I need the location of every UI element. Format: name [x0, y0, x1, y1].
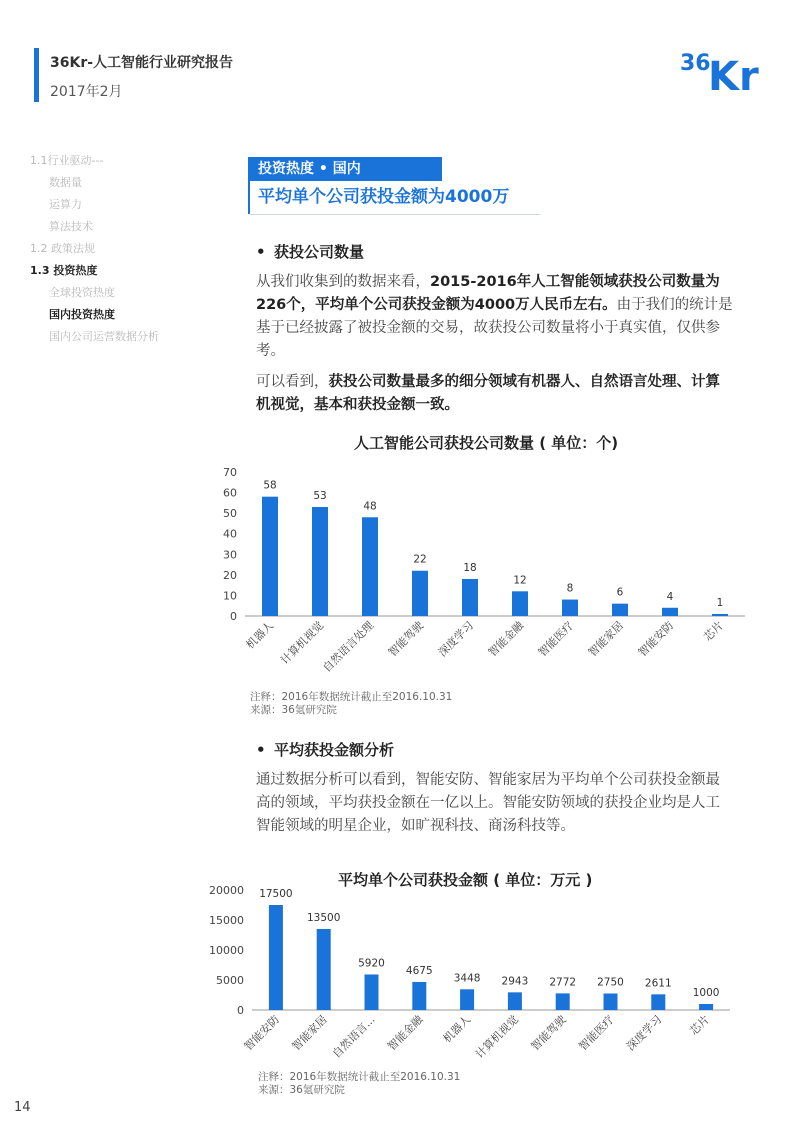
- category-label: 计算机视觉: [472, 1012, 522, 1062]
- data-label: 13500: [306, 912, 341, 924]
- y-tick-label: 20: [223, 568, 237, 582]
- chart1-title: 人工智能公司获投公司数量 ( 单位：个): [354, 434, 619, 452]
- y-tick-label: 20000: [209, 884, 244, 897]
- category-label: 智能驾驶: [528, 1012, 569, 1054]
- bar: [460, 989, 474, 1010]
- bar: [362, 517, 378, 616]
- bar: [699, 1004, 713, 1010]
- bullet-average-funding: [256, 739, 394, 760]
- headline-divider: [250, 214, 540, 215]
- section-headline: 平均单个公司获投金额为4000万: [248, 181, 509, 214]
- data-label: 2943: [501, 975, 529, 988]
- bullet-dot: •: [256, 243, 266, 261]
- para-text: 从我们收集到的数据来看，: [256, 274, 430, 290]
- y-tick-label: 40: [223, 527, 237, 541]
- y-tick-label: 70: [223, 466, 237, 479]
- bar: [412, 982, 426, 1010]
- toc-item[interactable]: 算法技术: [49, 220, 93, 233]
- category-label: 芯片: [701, 618, 727, 644]
- bar: [556, 993, 570, 1010]
- chart2-source: 来源：36氪研究院: [258, 1084, 345, 1096]
- bar: [269, 905, 283, 1010]
- category-label: 智能安防: [241, 1012, 283, 1054]
- bar: [662, 608, 678, 616]
- y-tick-label: 60: [223, 486, 237, 500]
- data-label: 1: [716, 596, 724, 609]
- y-tick-label: 10: [223, 589, 237, 603]
- category-label: 自然语言...: [329, 1012, 378, 1061]
- header-accent-bar: [34, 48, 39, 102]
- y-tick-label: 10000: [209, 944, 244, 957]
- category-label: 智能医疗: [576, 1012, 617, 1054]
- chart2-note: 注释：2016年数据统计截止至2016.10.31: [258, 1071, 461, 1083]
- paragraph-top-segments: [256, 371, 734, 417]
- data-label: 12: [513, 574, 527, 587]
- chart2-average-funding-amount: [200, 880, 760, 1072]
- toc-item[interactable]: 1.3 投资热度: [30, 264, 98, 277]
- data-label: 48: [363, 500, 377, 513]
- toc-item[interactable]: 运算力: [49, 198, 82, 211]
- paragraph-funded-companies: [256, 271, 734, 363]
- y-tick-label: 0: [230, 610, 237, 623]
- bar: [508, 992, 522, 1010]
- category-label: 智能家居: [585, 618, 627, 660]
- data-label: 17500: [259, 888, 293, 900]
- chart1-note: 注释：2016年数据统计截止至2016.10.31: [250, 691, 453, 703]
- data-label: 4675: [405, 964, 433, 977]
- category-label: 芯片: [687, 1012, 713, 1038]
- data-label: 3448: [453, 972, 481, 985]
- category-label: 智能金融: [485, 618, 527, 660]
- table-of-contents: [30, 150, 230, 348]
- data-label: 22: [413, 553, 427, 566]
- category-label: 智能家居: [289, 1012, 330, 1054]
- section-tag: 投资热度 • 国内: [248, 157, 442, 181]
- 36kr-logo: [680, 40, 770, 96]
- data-label: 8: [566, 582, 574, 595]
- data-label: 58: [263, 479, 277, 492]
- category-label: 计算机视觉: [278, 618, 327, 668]
- bar: [604, 994, 618, 1011]
- toc-item[interactable]: 1.1行业驱动---: [30, 154, 104, 167]
- y-tick-label: 0: [237, 1004, 244, 1017]
- bar: [651, 994, 665, 1010]
- toc-item[interactable]: 1.2 政策法规: [30, 242, 95, 255]
- y-tick-label: 50: [223, 507, 237, 521]
- category-label: 深度学习: [624, 1012, 665, 1054]
- toc-item[interactable]: 数据量: [49, 176, 82, 189]
- report-title: 36Kr-人工智能行业研究报告: [50, 55, 234, 71]
- toc-item[interactable]: 国内投资热度: [49, 308, 115, 321]
- data-label: 18: [463, 561, 477, 574]
- y-tick-label: 15000: [209, 914, 244, 927]
- data-label: 2611: [644, 977, 672, 990]
- bar: [262, 497, 278, 616]
- bar: [412, 571, 428, 616]
- chart2-title: 平均单个公司获投金额 ( 单位：万元 ): [338, 871, 593, 889]
- data-label: 5920: [358, 957, 385, 970]
- y-tick-label: 5000: [216, 974, 244, 987]
- data-label: 4: [666, 590, 674, 603]
- category-label: 深度学习: [435, 618, 477, 660]
- bar: [612, 604, 628, 616]
- toc-item[interactable]: 国内公司运营数据分析: [49, 330, 159, 343]
- para-text: 由于我们的统计是基于已经披露了被投金额的交易，故获投公司数量将小于真实值，仅供参考。: [256, 297, 733, 359]
- bar: [365, 974, 379, 1010]
- category-label: 自然语言处理: [320, 618, 377, 675]
- category-label: 机器人: [440, 1012, 474, 1046]
- toc-item[interactable]: 全球投资热度: [49, 286, 115, 299]
- bar: [562, 600, 578, 616]
- category-label: 智能驾驶: [385, 618, 427, 660]
- logo-digits: 36: [680, 51, 711, 76]
- bullet-dot: •: [256, 741, 266, 759]
- y-tick-label: 30: [223, 548, 237, 562]
- bar: [512, 591, 528, 616]
- paragraph-average-funding: 通过数据分析可以看到，智能安防、智能家居为平均单个公司获投金额最高的领域，平均获投金额在一亿以上。智能安防领域的获投企业均是人工智能领域的明星企业，如旷视科技、商汤科技等。: [256, 772, 720, 834]
- para-emphasis: 2015-2016年人工智能领域获投公司数量为226个，平均单个公司获投金额为4000万人民币左右。: [256, 274, 720, 313]
- data-label: 2750: [597, 976, 624, 989]
- category-label: 智能医疗: [535, 618, 577, 660]
- bar: [712, 614, 728, 616]
- category-label: 智能金融: [385, 1012, 426, 1054]
- data-label: 2772: [549, 976, 577, 989]
- logo-letters: Kr: [708, 54, 759, 96]
- data-label: 6: [616, 586, 624, 599]
- bullet-funded-companies: [256, 241, 364, 262]
- bullet-label: 平均获投金额分析: [274, 741, 395, 759]
- category-label: 智能安防: [635, 618, 677, 660]
- chart1-source: 来源：36氪研究院: [250, 704, 337, 716]
- data-label: 1000: [692, 987, 720, 999]
- page-number: 14: [14, 1100, 31, 1115]
- bar: [312, 507, 328, 616]
- para-emphasis: 获投公司数量最多的细分领域有机器人、自然语言处理、计算机视觉，基本和获投金额一致。: [256, 374, 720, 413]
- data-label: 53: [313, 489, 327, 502]
- bullet-label: 获投公司数量: [274, 243, 365, 261]
- bar: [462, 579, 478, 616]
- chart1-funded-company-count: [200, 462, 760, 692]
- report-date: 2017年2月: [50, 84, 123, 100]
- category-label: 机器人: [243, 618, 277, 652]
- bar: [317, 929, 331, 1010]
- para-text: 可以看到，: [256, 374, 329, 390]
